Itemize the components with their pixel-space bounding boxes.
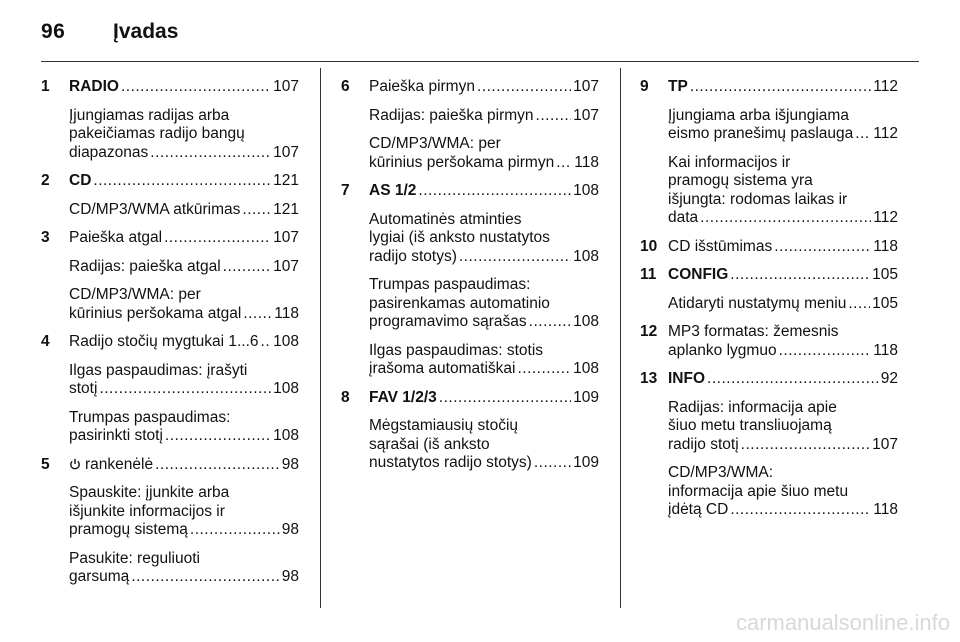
page-ref[interactable]: 108 — [573, 313, 599, 330]
leader-dots — [690, 78, 871, 97]
leader-dots — [534, 454, 571, 473]
sub-entry-text: išjungta: rodomas laikas ir — [668, 190, 848, 208]
leader-dots — [707, 370, 879, 389]
leader-dots — [223, 258, 271, 277]
sub-entry-text: pasirinkti stotį — [69, 427, 163, 444]
index-entry-10 — [640, 238, 898, 257]
sub-entry-text: Ilgas paspaudimas: įrašyti — [69, 361, 248, 379]
leader-dots — [730, 501, 871, 520]
entry-label: aplanko lygmuo — [668, 341, 777, 359]
sub-entry — [668, 399, 898, 455]
leader-dots — [99, 380, 271, 399]
leader-dots — [164, 229, 271, 248]
index-entry-12 — [640, 323, 898, 360]
sub-entry — [369, 135, 599, 172]
leader-dots — [774, 238, 871, 257]
sub-entry-text: CD/MP3/WMA: per — [69, 286, 201, 303]
page-ref[interactable]: 105 — [872, 294, 898, 312]
sub-entry — [369, 417, 599, 473]
sub-entry-text: stotį — [69, 380, 98, 397]
sub-entry-text: CD/MP3/WMA atkūrimas — [69, 200, 241, 218]
sub-entry-text: nustatytos radijo stotys) — [369, 454, 532, 471]
page-ref[interactable]: 112 — [873, 125, 898, 142]
sub-entry — [369, 276, 599, 332]
page-ref[interactable]: 107 — [573, 106, 599, 124]
sub-entry-text: data — [668, 209, 699, 226]
sub-entry-text: Trumpas paspaudimas: — [69, 408, 231, 426]
sub-entry-text: kūrinius peršokama pirmyn — [369, 153, 555, 171]
sub-entry-text: lygiai (iš anksto nustatytos — [369, 229, 550, 246]
entry-label: Paieška pirmyn — [369, 78, 475, 95]
page-ref[interactable]: 108 — [573, 182, 599, 199]
sub-entry-text: radijo stotys) — [369, 247, 457, 265]
sub-entry-text: Įjungiama arba išjungiama — [668, 106, 849, 124]
sub-entry-text: eismo pranešimų paslauga — [668, 125, 854, 142]
sub-entry-text: CD/MP3/WMA: — [668, 464, 774, 481]
page-ref[interactable]: 118 — [574, 153, 599, 171]
sub-entry-text: pakeičiamas radijo bangų — [69, 125, 245, 142]
page-ref[interactable]: 109 — [573, 454, 599, 471]
index-entry-8 — [341, 389, 599, 473]
watermark: carmanualsonline.info — [735, 610, 950, 635]
header-rule — [41, 61, 919, 62]
sub-entry-text: sąrašai (iš anksto — [369, 435, 490, 453]
entry-number: 4 — [41, 333, 50, 350]
entry-number: 1 — [41, 78, 50, 95]
index-entry-2 — [41, 172, 299, 219]
leader-dots — [439, 389, 571, 408]
entry-label: Radijo stočių mygtukai 1...6 — [69, 333, 259, 350]
sub-entry-text: Radijas: paieška pirmyn — [369, 106, 534, 124]
entry-number: 7 — [341, 182, 350, 199]
index-entry-7 — [341, 182, 599, 379]
page-ref[interactable]: 109 — [573, 388, 599, 406]
entry-label: AS 1/2 — [369, 182, 417, 199]
entry-number: 6 — [341, 78, 350, 95]
leader-dots — [418, 182, 571, 201]
entry-number: 5 — [41, 455, 50, 473]
entry-label: RADIO — [69, 78, 119, 95]
sub-entry-text: informacija apie šiuo metu — [668, 482, 849, 500]
sub-entry-text: Įjungiamas radijas arba — [69, 106, 230, 124]
power-knob-icon — [69, 458, 81, 470]
column-2 — [341, 78, 599, 483]
leader-dots — [261, 333, 272, 352]
index-entry-13 — [640, 370, 898, 520]
leader-dots — [190, 521, 280, 540]
sub-entry — [69, 258, 299, 277]
entry-number: 3 — [41, 229, 50, 246]
page-ref[interactable]: 107 — [573, 78, 599, 95]
page-ref[interactable]: 107 — [273, 143, 299, 161]
page-ref[interactable]: 98 — [281, 521, 299, 538]
entry-number: 9 — [640, 78, 649, 95]
sub-entry — [369, 107, 599, 126]
page-header — [0, 0, 960, 60]
leader-dots — [855, 125, 871, 144]
sub-entry-text: kūrinius peršokama atgal — [69, 304, 242, 322]
leader-dots — [150, 144, 271, 163]
sub-entry-text: įrašoma automatiškai — [369, 360, 516, 377]
sub-entry — [69, 409, 299, 446]
page-number: 96 — [41, 20, 66, 43]
index-entry-5 — [41, 456, 299, 587]
sub-entry — [69, 550, 299, 587]
sub-entry — [369, 211, 599, 267]
entry-number: 8 — [341, 388, 350, 406]
sub-entry-text: diapazonas — [69, 143, 149, 161]
entry-number: 12 — [640, 323, 658, 340]
entry-label: CONFIG — [668, 266, 729, 283]
page-ref[interactable]: 118 — [274, 304, 299, 322]
sub-entry-text: CD/MP3/WMA: per — [369, 135, 501, 152]
leader-dots — [848, 295, 870, 314]
leader-dots — [529, 313, 571, 332]
index-entry-11 — [640, 266, 898, 313]
leader-dots — [243, 305, 272, 324]
entry-number: 2 — [41, 172, 50, 189]
page-ref[interactable]: 118 — [873, 341, 898, 359]
leader-dots — [779, 342, 872, 361]
page-ref[interactable]: 105 — [872, 266, 898, 283]
sub-entry-text: radijo stotį — [668, 435, 739, 453]
sub-entry — [69, 362, 299, 399]
sub-entry-text: Pasukite: reguliuoti — [69, 549, 200, 567]
sub-entry-text: įdėtą CD — [668, 501, 729, 518]
page-title: Įvadas — [113, 20, 179, 43]
leader-dots — [131, 568, 279, 587]
entry-label: FAV 1/2/3 — [369, 388, 437, 406]
page-ref[interactable]: 112 — [873, 209, 898, 226]
sub-entry — [69, 107, 299, 163]
entry-label: CD išstūmimas — [668, 237, 773, 255]
sub-entry — [668, 464, 898, 520]
sub-entry-text: Automatinės atminties — [369, 210, 522, 228]
sub-entry-text: Kai informacijos ir — [668, 153, 791, 171]
sub-entry-text: Radijas: informacija apie — [668, 398, 837, 416]
sub-entry-text: išjunkite informacijos ir — [69, 502, 225, 520]
page-ref[interactable]: 107 — [273, 229, 299, 246]
page-ref[interactable]: 107 — [273, 78, 299, 95]
sub-entry — [668, 107, 898, 144]
sub-entry-text: pramogų sistema yra — [668, 172, 813, 189]
entry-label: rankenėlė — [85, 455, 154, 473]
entry-label: MP3 formatas: žemesnis — [668, 323, 839, 340]
column-divider — [320, 68, 321, 608]
sub-entry — [69, 286, 299, 323]
leader-dots — [93, 172, 271, 191]
sub-entry-text: programavimo sąrašas — [369, 313, 527, 330]
leader-dots — [242, 201, 271, 220]
sub-entry — [69, 484, 299, 540]
leader-dots — [741, 436, 870, 455]
page-ref[interactable]: 98 — [281, 568, 299, 585]
entry-label-wrap — [69, 456, 153, 475]
page-ref[interactable]: 108 — [573, 247, 599, 265]
entry-label: Paieška atgal — [69, 229, 163, 246]
index-entry-3 — [41, 229, 299, 323]
leader-dots — [517, 360, 571, 379]
leader-dots — [477, 78, 571, 97]
leader-dots — [536, 107, 572, 126]
sub-entry — [369, 342, 599, 379]
sub-entry-text: Mėgstamiausių stočių — [369, 417, 519, 434]
entry-number: 10 — [640, 237, 658, 255]
sub-entry — [69, 201, 299, 220]
sub-entry — [668, 295, 898, 314]
page-ref[interactable]: 118 — [873, 237, 898, 255]
sub-entry-text: Ilgas paspaudimas: stotis — [369, 341, 544, 359]
sub-entry-text: garsumą — [69, 568, 130, 585]
page-ref[interactable]: 118 — [873, 501, 898, 518]
sub-entry-text: pramogų sistemą — [69, 521, 188, 538]
sub-entry-text: pasirenkamas automatinio — [369, 294, 550, 312]
page-ref[interactable]: 112 — [873, 78, 898, 95]
page-ref[interactable]: 107 — [872, 435, 898, 453]
page-ref[interactable]: 92 — [880, 370, 898, 387]
leader-dots — [556, 154, 572, 173]
entry-number: 11 — [640, 266, 657, 283]
leader-dots — [165, 427, 271, 446]
page-ref[interactable]: 108 — [573, 360, 599, 377]
leader-dots — [730, 266, 870, 285]
index-entry-9 — [640, 78, 898, 228]
entry-number: 13 — [640, 370, 658, 387]
sub-entry-text: Radijas: paieška atgal — [69, 257, 221, 275]
sub-entry-text: Atidaryti nustatymų meniu — [668, 294, 847, 312]
column-1 — [41, 78, 299, 597]
entry-label: TP — [668, 78, 688, 95]
leader-dots — [459, 248, 571, 267]
sub-entry — [668, 154, 898, 228]
page-ref[interactable]: 121 — [273, 172, 299, 189]
leader-dots — [121, 78, 271, 97]
page-ref[interactable]: 98 — [281, 455, 299, 473]
leader-dots — [155, 456, 280, 475]
entry-label: CD — [69, 172, 92, 189]
sub-entry-text: šiuo metu transliuojamą — [668, 417, 832, 434]
sub-entry-text: Spauskite: įjunkite arba — [69, 484, 230, 501]
page-ref[interactable]: 108 — [273, 427, 299, 444]
page-ref[interactable]: 108 — [273, 333, 299, 350]
column-divider — [620, 68, 621, 608]
page-ref[interactable]: 121 — [273, 200, 299, 218]
page-ref[interactable]: 107 — [273, 257, 299, 275]
leader-dots — [700, 209, 871, 228]
sub-entry-text: Trumpas paspaudimas: — [369, 276, 531, 293]
page-ref[interactable]: 108 — [273, 380, 299, 397]
entry-label: INFO — [668, 370, 706, 387]
index-entry-1 — [41, 78, 299, 162]
column-3 — [640, 78, 898, 530]
index-entry-6 — [341, 78, 599, 172]
index-entry-4 — [41, 333, 299, 446]
